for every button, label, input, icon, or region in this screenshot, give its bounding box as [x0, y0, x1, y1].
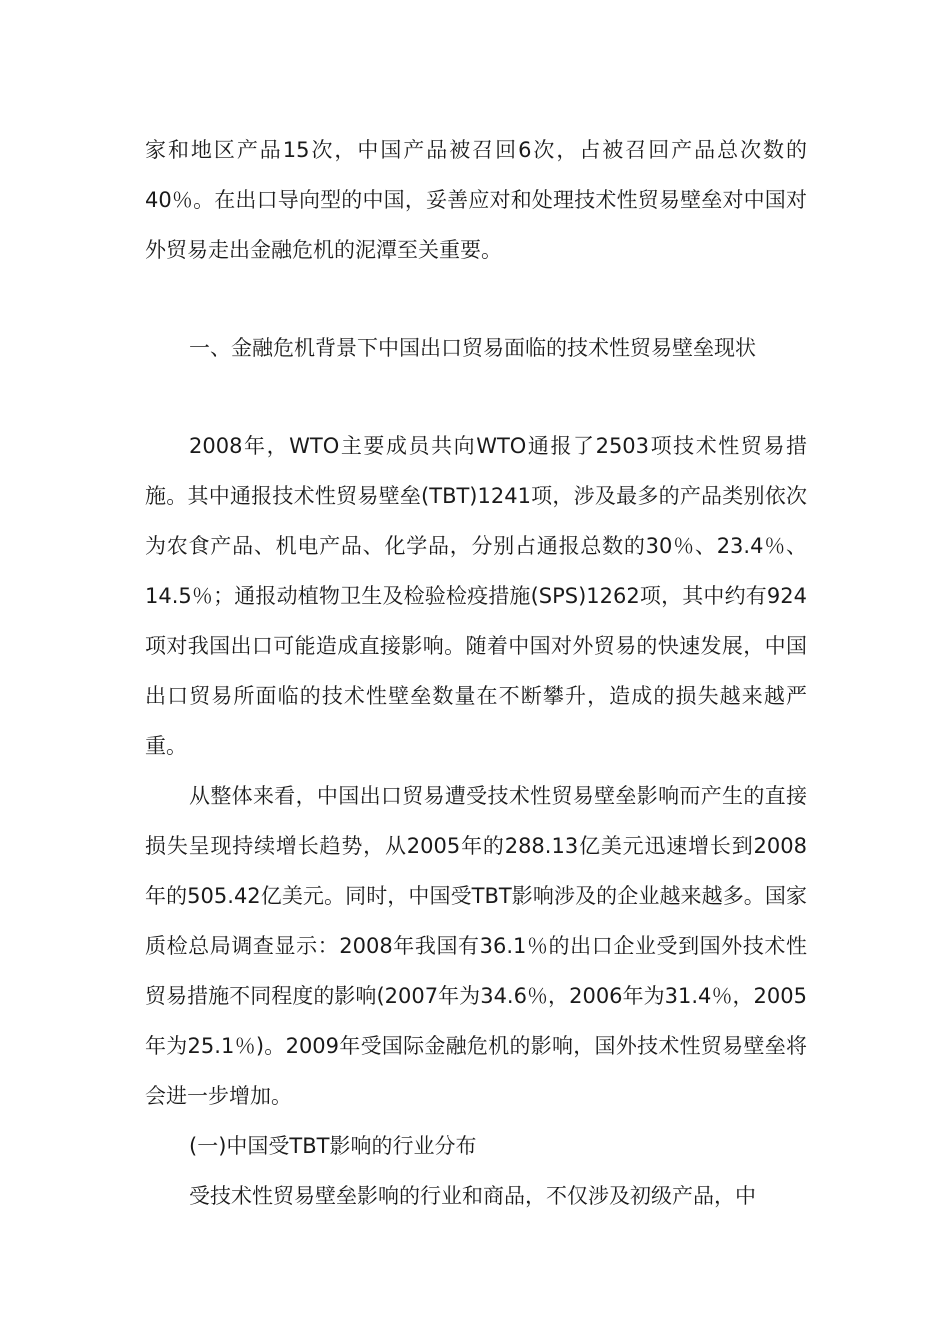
body-paragraph: 2008年，WTO主要成员共向WTO通报了2503项技术性贸易措施。其中通报技术性贸易壁垒(TBT)1241项，涉及最多的产品类别依次为农食产品、机电产品、化学品，分别占通报总数的30％、23.4％、14.5％；通报动植物卫生及检验检疫措施(SPS)1262项，其中约有924项对我国出口可能造成直接影响。随着中国对外贸易的快速发展，中国出口贸易所面临的技术性壁垒数量在不断攀升，造成的损失越来越严重。 [145, 434, 807, 758]
body-paragraph: 受技术性贸易壁垒影响的行业和商品，不仅涉及初级产品，中 [189, 1184, 756, 1208]
spacer [145, 373, 807, 421]
section-heading: 一、金融危机背景下中国出口贸易面临的技术性贸易壁垒现状 [189, 336, 756, 360]
document-page [145, 125, 807, 1221]
spacer [145, 275, 807, 323]
subsection-heading: (一)中国受TBT影响的行业分布 [189, 1134, 477, 1158]
body-paragraph-continued: 家和地区产品15次，中国产品被召回6次，占被召回产品总次数的40％。在出口导向型的中国，妥善应对和处理技术性贸易壁垒对中国对外贸易走出金融危机的泥潭至关重要。 [145, 138, 807, 262]
body-paragraph: 从整体来看，中国出口贸易遭受技术性贸易壁垒影响而产生的直接损失呈现持续增长趋势，从2005年的288.13亿美元迅速增长到2008年的505.42亿美元。同时，中国受TBT影响涉及的企业越来越多。国家质检总局调查显示：2008年我国有36.1％的出口企业受到国外技术性贸易措施不同程度的影响(2007年为34.6％，2006年为31.4％，2005年为25.1％)。2009年受国际金融危机的影响，国外技术性贸易壁垒将会进一步增加。 [145, 784, 807, 1108]
